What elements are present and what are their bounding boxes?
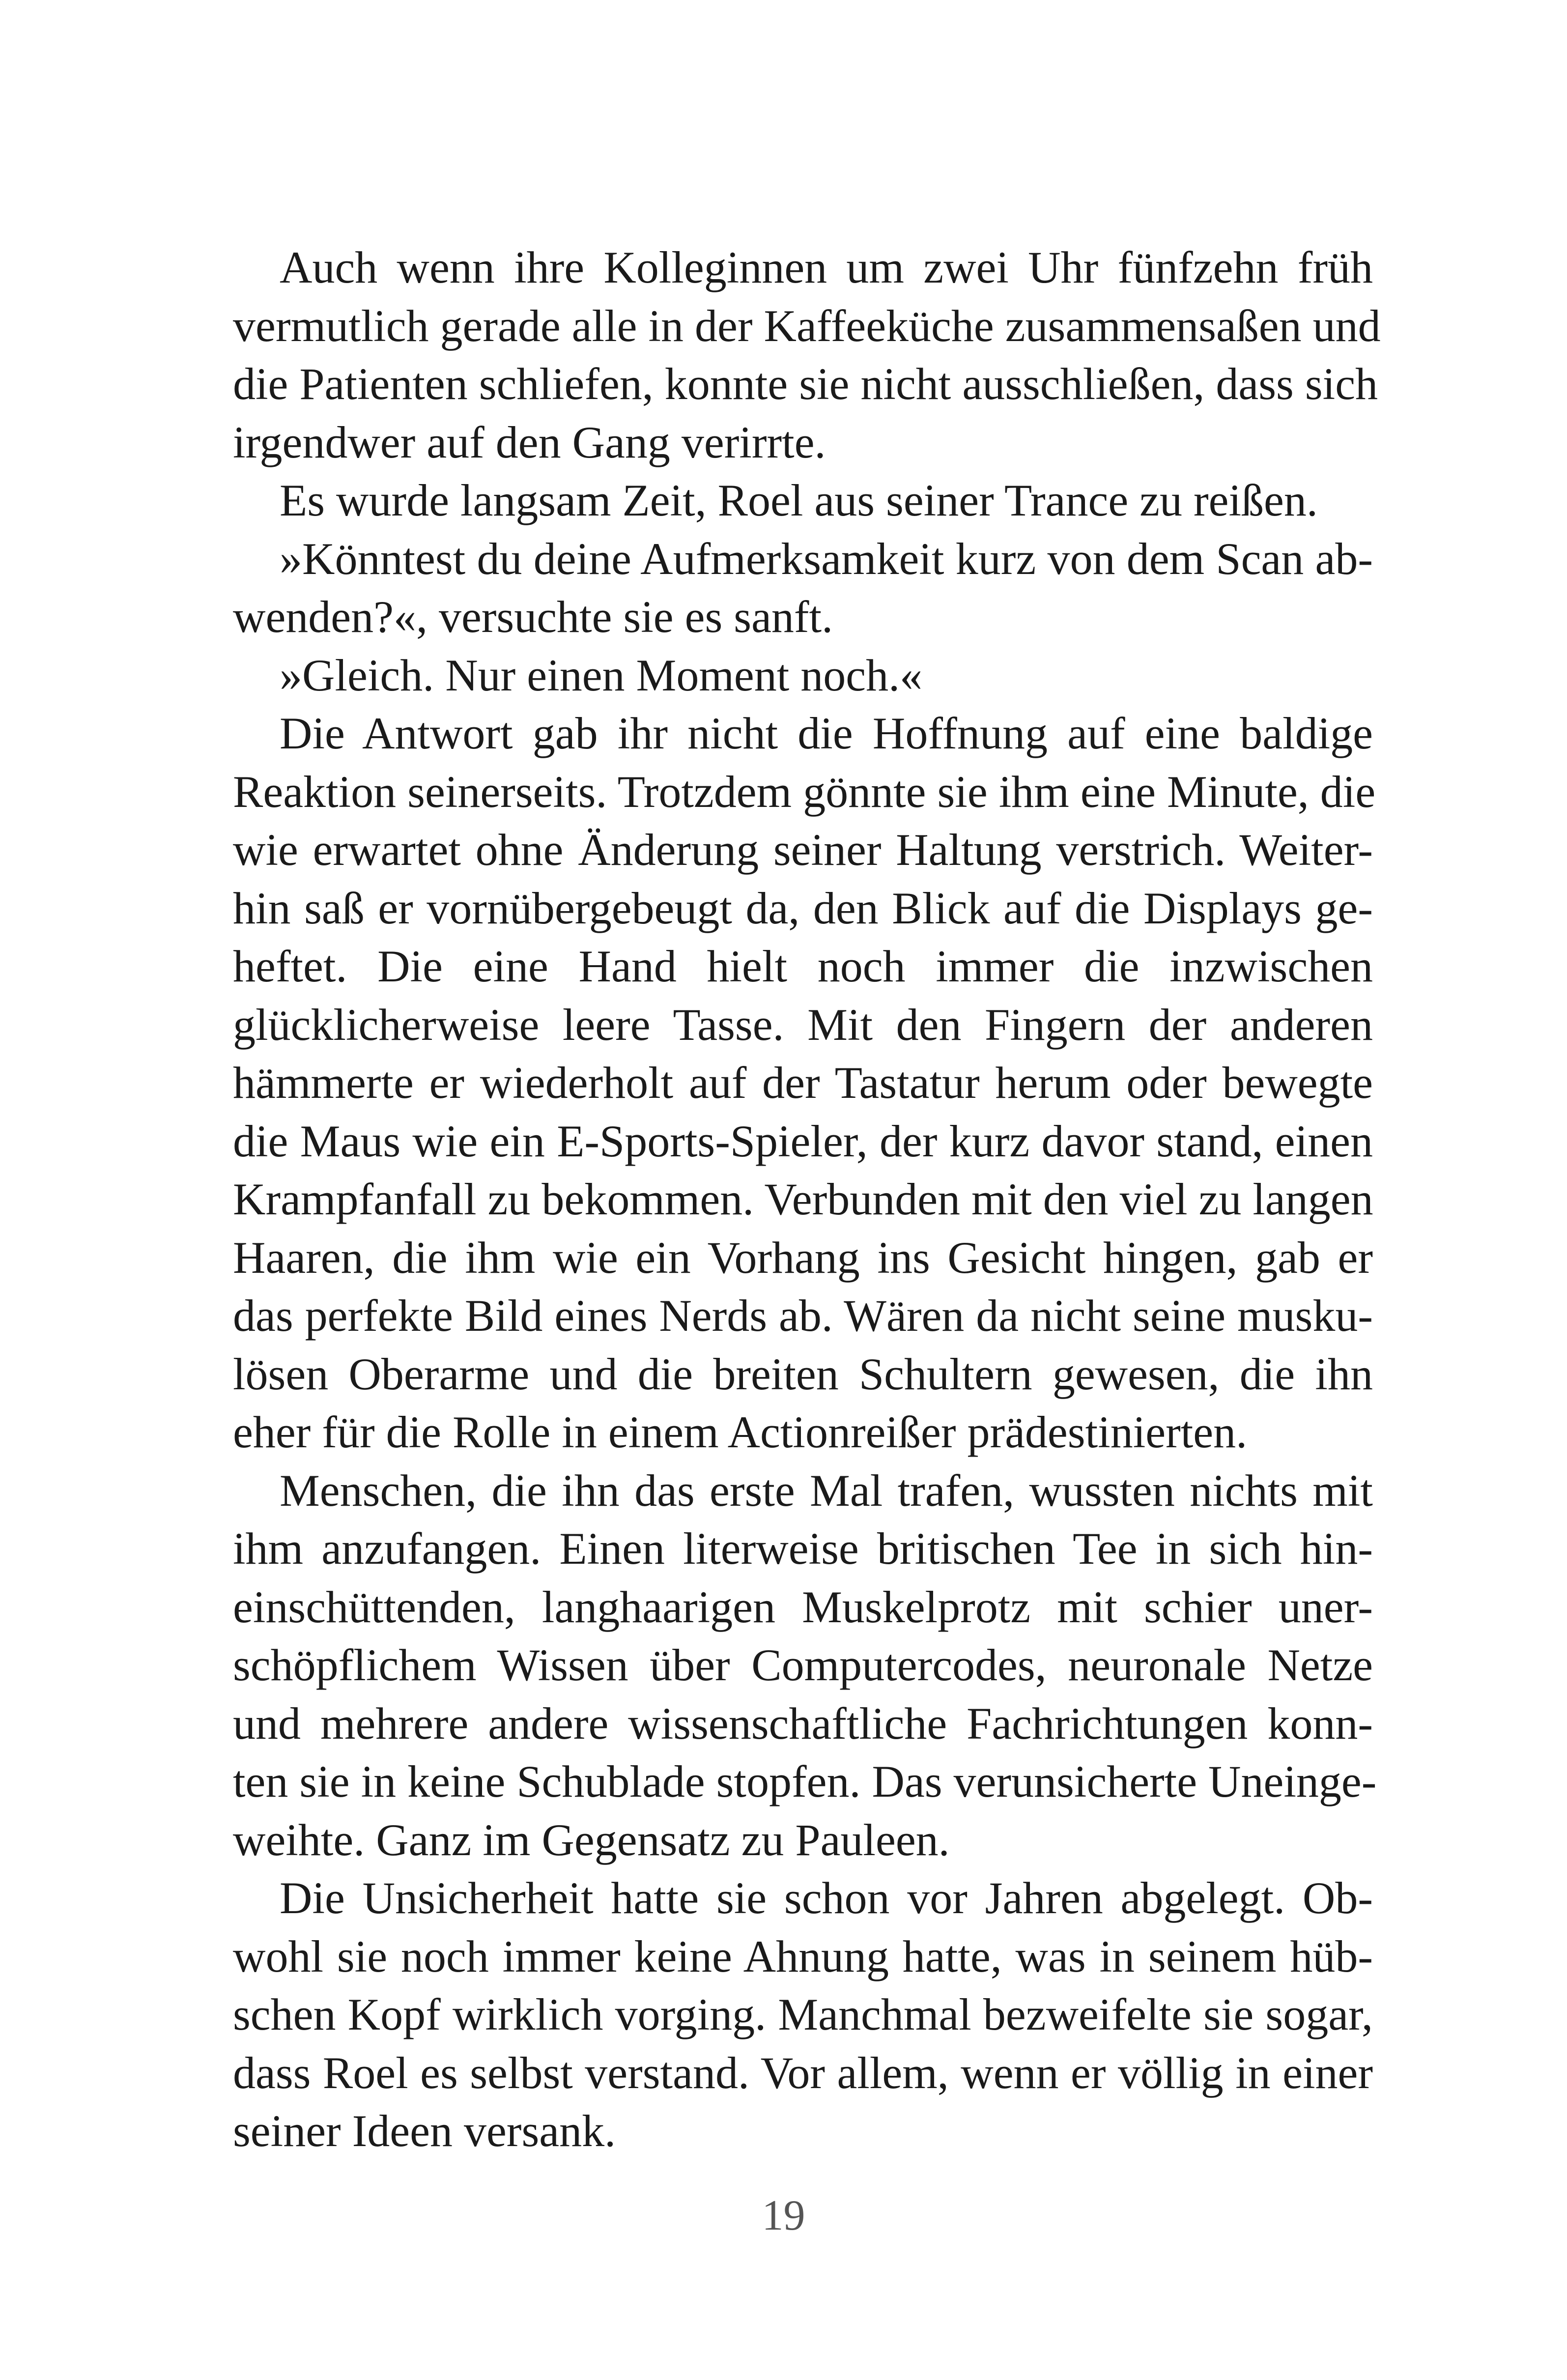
text-line: einschüttenden, langhaarigen Muskelprotz mit schier uner- — [233, 1581, 1373, 1632]
text-line: »Könntest du deine Aufmerksamkeit kurz von dem Scan ab- — [280, 533, 1373, 584]
text-line: wohl sie noch immer keine Ahnung hatte, was in seinem hüb- — [233, 1931, 1373, 1981]
text-line: vermutlich gerade alle in der Kaffeeküche zusammensaßen und — [233, 300, 1381, 351]
text-line: eher für die Rolle in einem Actionreißer prädestinierten. — [233, 1407, 1248, 1457]
text-line: ten sie in keine Schublade stopfen. Das verunsicherte Uneinge- — [233, 1756, 1377, 1807]
text-line: und mehrere andere wissenschaftliche Fachrichtungen konn- — [233, 1698, 1373, 1749]
text-line: glücklicherweise leere Tasse. Mit den Fingern der anderen — [233, 999, 1373, 1050]
text-line: Reaktion seinerseits. Trotzdem gönnte sie ihm eine Minute, die — [233, 766, 1376, 817]
text-line: heftet. Die eine Hand hielt noch immer die inzwischen — [233, 941, 1373, 991]
text-line: seiner Ideen versank. — [233, 2106, 616, 2156]
text-line: Menschen, die ihn das erste Mal trafen, wussten nichts mit — [280, 1465, 1373, 1516]
text-line: Es wurde langsam Zeit, Roel aus seiner Trance zu reißen. — [280, 475, 1318, 525]
text-line: hin saß er vornübergebeugt da, den Blick auf die Displays ge- — [233, 883, 1373, 933]
text-line: die Patienten schliefen, konnte sie nicht ausschließen, dass sich — [233, 359, 1378, 409]
text-line: hämmerte er wiederholt auf der Tastatur herum oder bewegte — [233, 1058, 1373, 1108]
text-line: dass Roel es selbst verstand. Vor allem, wenn er völlig in einer — [233, 2047, 1373, 2098]
text-line: die Maus wie ein E-Sports-Spieler, der kurz davor stand, einen — [233, 1116, 1373, 1166]
text-line: das perfekte Bild eines Nerds ab. Wären da nicht seine musku- — [233, 1290, 1373, 1341]
text-line: lösen Oberarme und die breiten Schultern gewesen, die ihn — [233, 1348, 1373, 1399]
text-line: Krampfanfall zu bekommen. Verbunden mit den viel zu langen — [233, 1174, 1373, 1224]
text-line: weihte. Ganz im Gegensatz zu Pauleen. — [233, 1814, 950, 1865]
text-line: schen Kopf wirklich vorging. Manchmal bezweifelte sie sogar, — [233, 1989, 1373, 2039]
page-number: 19 — [762, 2192, 805, 2239]
text-line: »Gleich. Nur einen Moment noch.« — [280, 650, 923, 700]
text-line: irgendwer auf den Gang verirrte. — [233, 417, 826, 467]
text-line: wenden?«, versuchte sie es sanft. — [233, 592, 833, 642]
text-line: Auch wenn ihre Kolleginnen um zwei Uhr fünfzehn früh — [280, 242, 1373, 292]
text-line: schöpflichem Wissen über Computercodes, neuronale Netze — [233, 1640, 1373, 1690]
text-line: Die Antwort gab ihr nicht die Hoffnung auf eine baldige — [280, 708, 1373, 758]
text-line: ihm anzufangen. Einen literweise britischen Tee in sich hin- — [233, 1523, 1373, 1574]
text-line: Die Unsicherheit hatte sie schon vor Jahren abgelegt. Ob- — [280, 1873, 1373, 1923]
text-line: wie erwartet ohne Änderung seiner Haltung verstrich. Weiter- — [233, 825, 1373, 875]
body-text — [233, 238, 1381, 2160]
text-line: Haaren, die ihm wie ein Vorhang ins Gesicht hingen, gab er — [233, 1232, 1373, 1283]
